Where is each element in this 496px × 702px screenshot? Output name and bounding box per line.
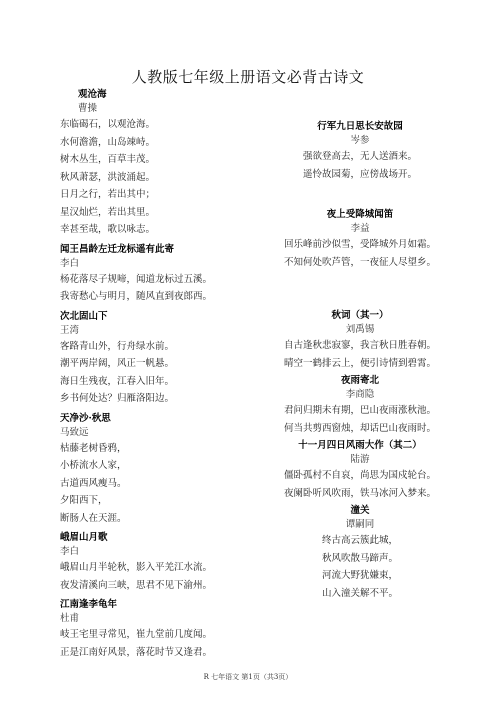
poem-author: 岑参	[350, 135, 370, 146]
poem-author: 李商隐	[345, 389, 375, 400]
poem-guan-cang-hai	[60, 88, 260, 239]
poem-line: 夕阳西下，	[60, 495, 108, 506]
right-column	[255, 88, 465, 602]
poem-shi-yi-yue-si-ri	[255, 439, 465, 502]
poem-line: 秋风萧瑟，洪波涌起。	[60, 171, 156, 183]
poem-line: 终古高云簇此城，	[321, 535, 398, 546]
poem-line: 古道西风瘦马。	[60, 477, 127, 489]
poem-line: 晴空一鹤排云上，便引诗情到碧霄。	[283, 357, 436, 369]
poem-line: 杨花落尽子规啼，闻道龙标过五溪。	[60, 273, 213, 285]
poem-author: 李益	[350, 223, 370, 234]
poem-line: 自古逢秋悲寂寥，我言秋日胜春朝。	[283, 340, 436, 351]
poem-tian-jing-sha	[60, 412, 260, 528]
poem-line: 海日生残夜，江春入旧年。	[60, 375, 175, 387]
poem-wen-wang-changling	[60, 243, 260, 306]
poem-ci-bei-gu-shan	[60, 310, 260, 408]
poem-title: 秋词（其一）	[331, 310, 389, 321]
poem-line: 回乐峰前沙似雪，受降城外月如霜。	[283, 239, 436, 250]
poem-title: 江南逢李龟年	[60, 599, 118, 610]
poem-line: 夜发清溪向三峡，思君不见下渝州。	[60, 579, 213, 591]
poem-title: 夜上受降城闻笛	[326, 209, 394, 220]
poem-qiu-ci	[255, 309, 465, 372]
poem-line: 幸甚至哉，歌以咏志。	[60, 224, 156, 235]
poem-line: 断肠人在天涯。	[60, 512, 127, 524]
poem-title: 行军九日思长安故园	[317, 121, 403, 132]
poem-line: 强欲登高去，无人送酒来。	[302, 151, 417, 162]
poem-line: 僵卧孤村不自哀，尚思为国戍轮台。	[283, 470, 436, 481]
page-title: 人教版七年级上册语文必背古诗文	[131, 68, 365, 86]
poem-line: 潮平两岸阔，风正一帆悬。	[60, 358, 175, 369]
poem-title: 闻王昌龄左迁龙标遥有此寄	[60, 243, 175, 255]
poem-line: 遥怜故园菊，应傍战场开。	[302, 168, 417, 180]
poem-title: 夜雨寄北	[340, 375, 379, 386]
poem-author: 李白	[60, 257, 80, 269]
poem-line: 枯藤老树昏鸦，	[60, 442, 127, 454]
poem-ye-yu-ji-bei	[255, 374, 465, 437]
poem-line: 我寄愁心与明月，随风直到夜郎西。	[60, 291, 213, 302]
poem-author: 刘禹锡	[345, 324, 375, 335]
poem-title: 潼关	[350, 505, 370, 516]
poem-line: 夜阑卧听风吹雨，铁马冰河入梦来。	[283, 487, 436, 499]
poem-author: 杜甫	[60, 613, 80, 624]
poem-author: 曹操	[78, 103, 98, 114]
poem-author: 谭嗣同	[345, 519, 375, 530]
poem-line: 客路青山外，行舟绿水前。	[60, 340, 175, 352]
poem-line: 岐王宅里寻常见，崔九堂前几度闻。	[60, 629, 213, 640]
poem-title: 观沧海	[78, 89, 107, 100]
poem-author: 马致远	[60, 426, 89, 438]
poem-xing-jun-jiu-ri	[255, 120, 465, 183]
poem-line: 不知何处吹芦管，一夜征人尽望乡。	[283, 256, 436, 268]
poem-e-mei-shan-yue	[60, 531, 260, 594]
left-column	[60, 88, 260, 661]
poem-line: 小桥流水人家，	[60, 460, 127, 471]
poem-line: 东临碣石，以观沧海。	[60, 119, 156, 130]
poem-line: 河流大野犹嫌束，	[321, 570, 398, 581]
poem-line: 星汉灿烂，若出其里。	[60, 206, 156, 218]
poem-line: 秋风吹散马蹄声。	[321, 552, 398, 564]
poem-title: 十一月四日风雨大作（其二）	[298, 440, 422, 451]
poem-title: 天净沙·秋思	[60, 412, 111, 424]
poem-line: 乡书何处达？归雁洛阳边。	[60, 393, 175, 404]
poem-title: 峨眉山月歌	[60, 532, 108, 543]
poem-author: 王湾	[60, 324, 80, 336]
poem-ye-shang-shou-xiang	[255, 208, 465, 271]
poem-line: 水何澹澹，山岛竦峙。	[60, 136, 156, 148]
poem-line: 正是江南好风景，落花时节又逢君。	[60, 646, 213, 658]
poem-title: 次北固山下	[60, 310, 108, 322]
poem-line: 树木丛生，百草丰茂。	[60, 154, 156, 165]
page-footer: R 七年语文 第1页（共3页）	[203, 673, 293, 681]
poem-tong-guan	[255, 504, 465, 602]
poem-line: 何当共剪西窗烛，却话巴山夜雨时。	[283, 422, 436, 434]
poem-author: 陆游	[350, 454, 370, 465]
poem-line: 峨眉山月半轮秋，影入平羌江水流。	[60, 562, 213, 573]
poem-line: 日月之行，若出其中；	[60, 189, 156, 200]
poem-jiang-nan-feng	[60, 598, 260, 661]
poem-line: 君问归期未有期，巴山夜雨涨秋池。	[283, 405, 436, 416]
poem-line: 山入潼关解不平。	[321, 587, 398, 599]
poem-author: 李白	[60, 546, 80, 557]
